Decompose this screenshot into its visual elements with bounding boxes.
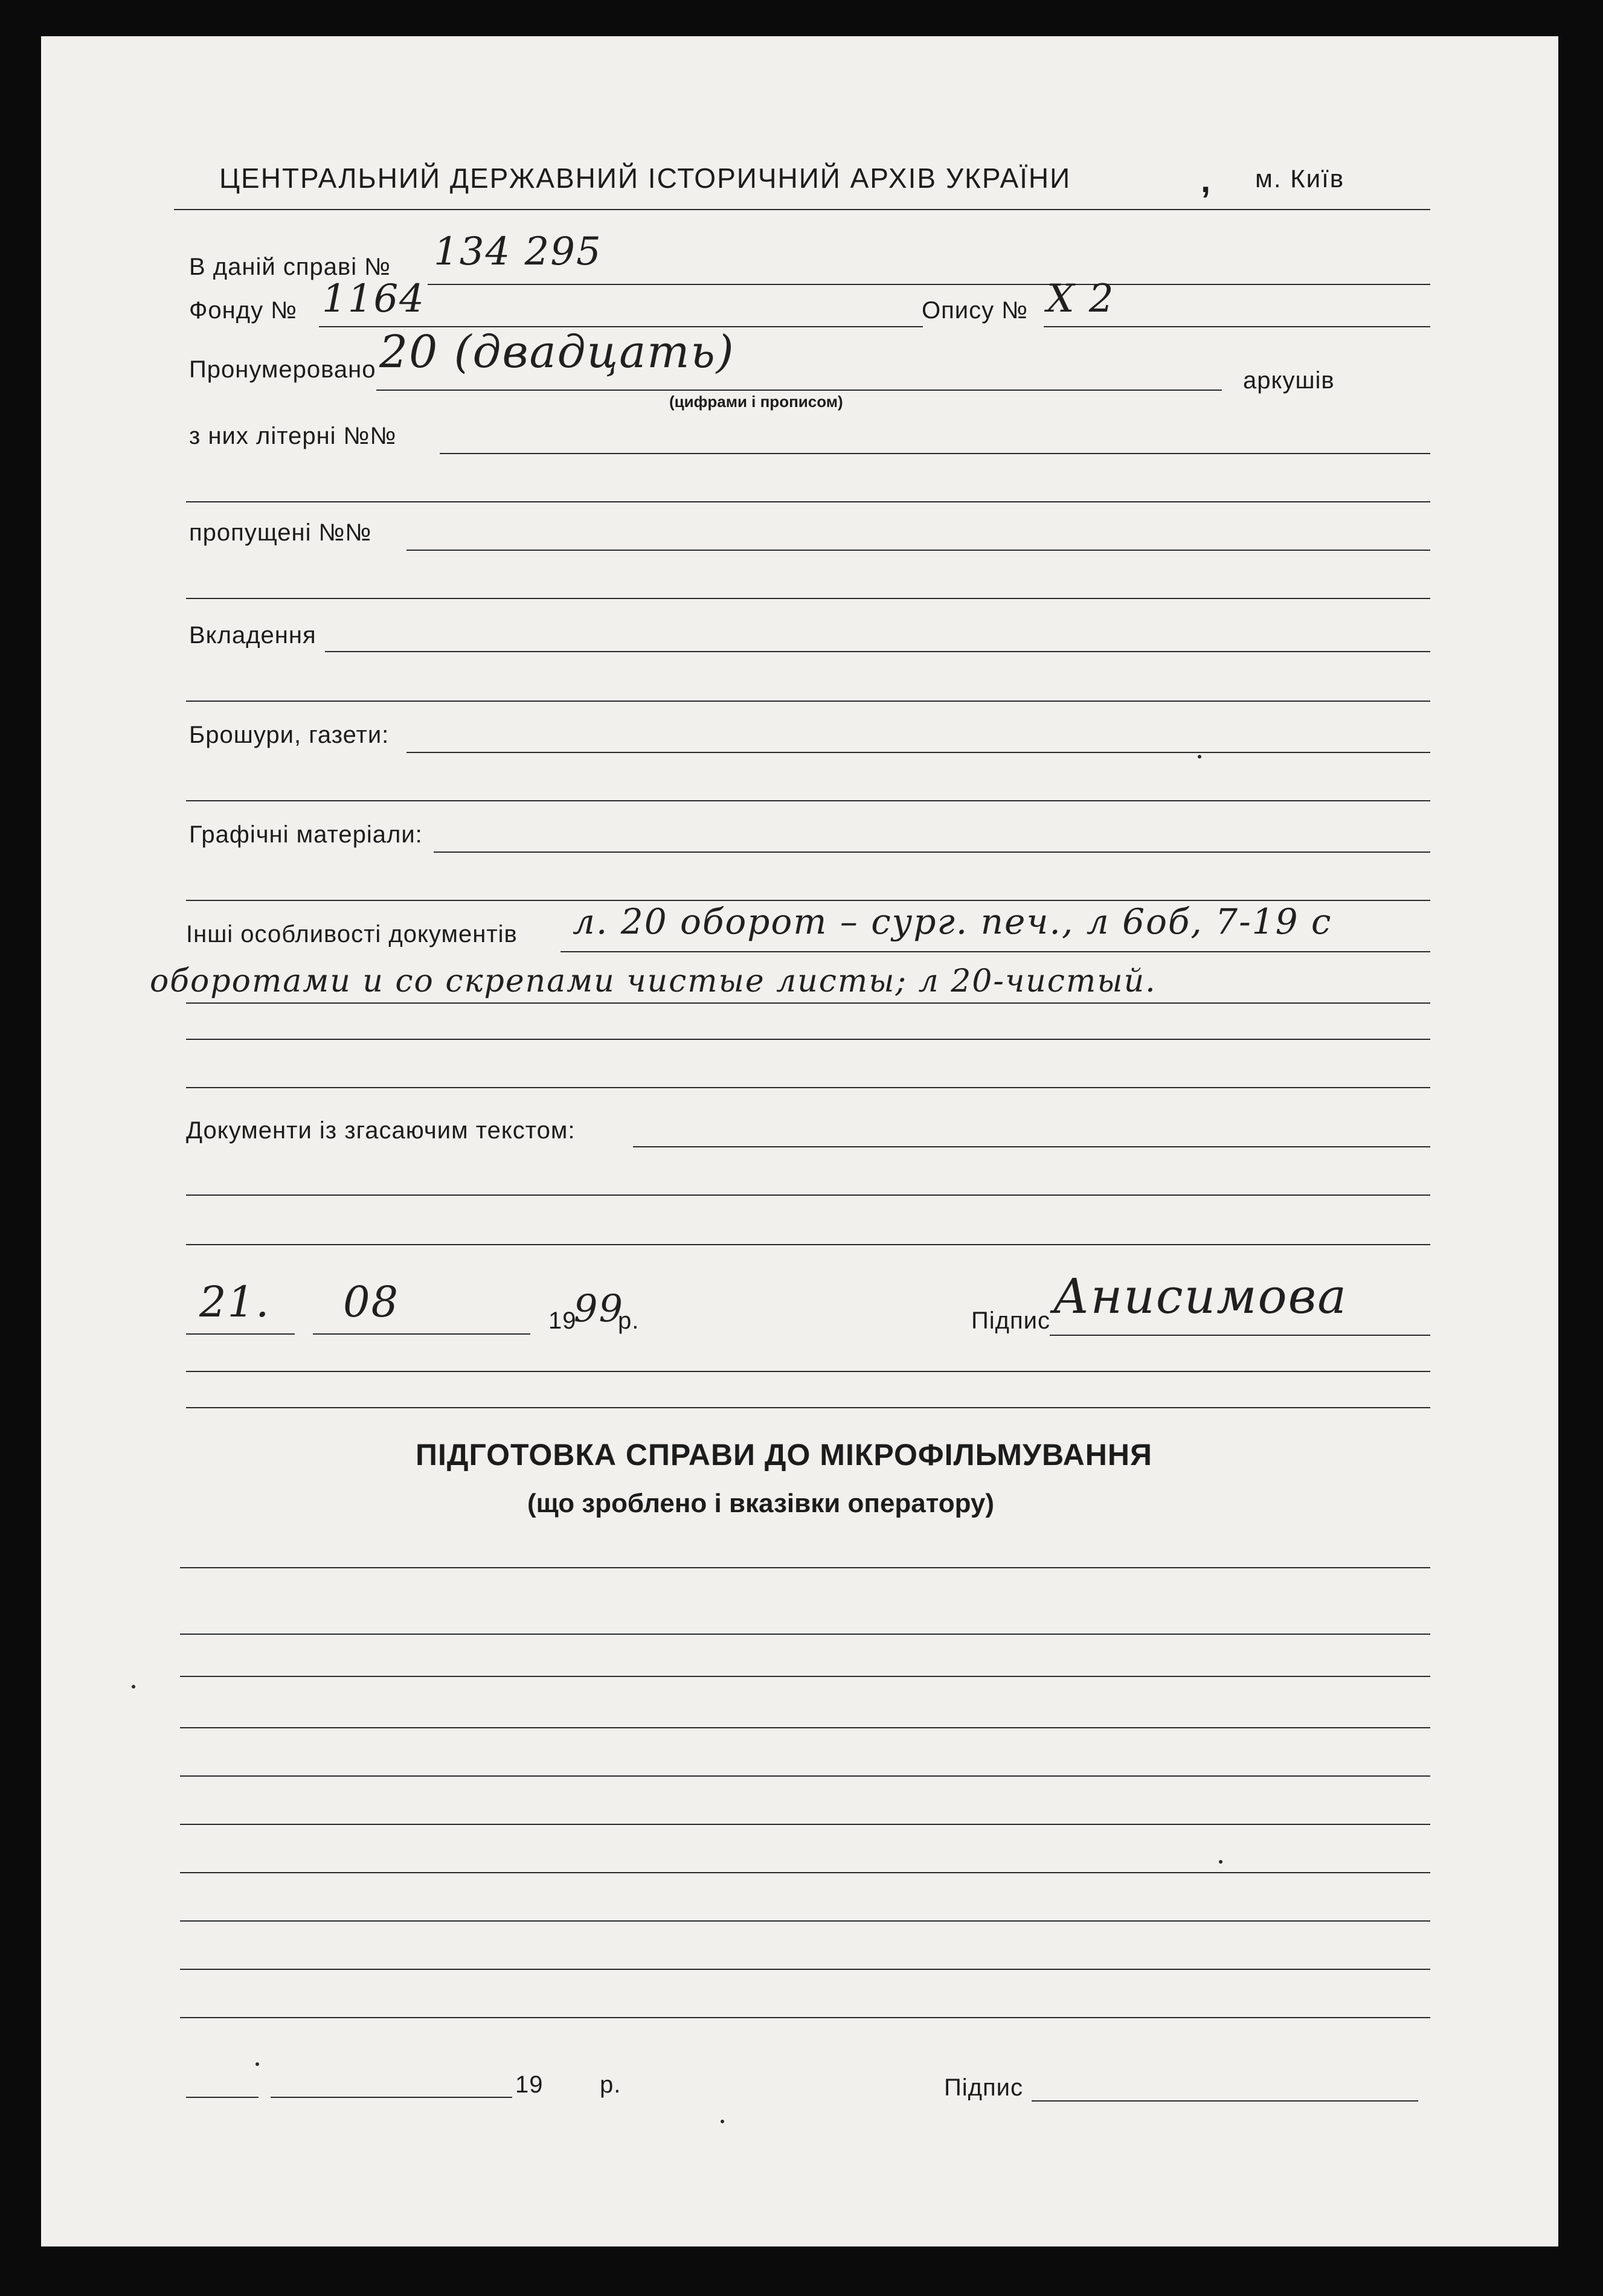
microfilm-line-6 [180, 1824, 1430, 1825]
fading-text-line-2 [186, 1194, 1430, 1196]
microfilm-line-1 [180, 1567, 1430, 1568]
microfilm-title: ПІДГОТОВКА СПРАВИ ДО МІКРОФІЛЬМУВАННЯ [416, 1438, 1152, 1472]
numbered-value: 20 (двадцать) [379, 326, 735, 378]
other-features-value-2: оборотами и со скрепами чистые листы; л 20-чистый. [150, 963, 1157, 999]
date1-signature-line [1050, 1335, 1430, 1336]
case-number-line [428, 284, 1430, 285]
opys-value: Х 2 [1047, 277, 1115, 321]
fond-label: Фонду № [189, 297, 298, 324]
inserts-line-2 [186, 701, 1430, 702]
archive-form-sheet [41, 36, 1558, 2246]
microfilm-line-4 [180, 1727, 1430, 1728]
case-number-value: 134 295 [434, 229, 602, 274]
literal-line-2 [186, 501, 1430, 502]
other-features-label: Інші особливості документів [186, 921, 518, 948]
microfilm-line-10 [180, 2017, 1430, 2018]
date2-day-line [186, 2097, 259, 2098]
brochures-line [406, 752, 1430, 753]
microfilm-line-5 [180, 1775, 1430, 1777]
date2-year-prefix: 19 [515, 2071, 544, 2098]
opys-line [1044, 326, 1430, 327]
separator-line-2 [186, 1407, 1430, 1408]
header-comma: , [1201, 161, 1212, 200]
date1-year-value: 99 [574, 1286, 624, 1330]
brochures-line-2 [186, 800, 1430, 801]
scan-speck [1219, 1860, 1222, 1864]
microfilm-subtitle: (що зроблено і вказівки оператору) [527, 1489, 995, 1518]
numbered-label: Пронумеровано [189, 356, 376, 383]
graphic-label: Графічні матеріали: [189, 821, 423, 848]
scan-speck [1198, 755, 1201, 758]
other-features-value-1: л. 20 оборот – сург. печ., л 6об, 7-19 с [573, 901, 1332, 942]
skipped-line [406, 550, 1430, 551]
date1-month: 08 [343, 1277, 400, 1327]
date2-signature-label: Підпис [944, 2074, 1023, 2101]
date1-year-suffix: р. [618, 1307, 640, 1334]
header-rule [174, 209, 1430, 210]
case-number-label: В даній справі № [189, 254, 391, 280]
other-features-line [561, 951, 1430, 952]
microfilm-line-8 [180, 1920, 1430, 1922]
microfilm-line-2 [180, 1634, 1430, 1635]
literal-line [440, 453, 1430, 454]
fading-text-line-3 [186, 1244, 1430, 1245]
fading-text-label: Документи із згасаючим текстом: [186, 1117, 576, 1144]
archive-city: м. Київ [1255, 164, 1345, 193]
graphic-line [434, 851, 1430, 853]
opys-label: Опису № [922, 297, 1029, 324]
date1-day-line [186, 1333, 295, 1335]
archive-name: ЦЕНТРАЛЬНИЙ ДЕРЖАВНИЙ ІСТОРИЧНИЙ АРХІВ УКРАЇНИ [219, 162, 1071, 194]
fading-text-line [633, 1146, 1430, 1147]
date2-month-line [271, 2097, 512, 2098]
brochures-label: Брошури, газети: [189, 722, 390, 748]
other-features-line-3 [186, 1039, 1430, 1040]
scan-speck [255, 2062, 259, 2066]
separator-line-1 [186, 1371, 1430, 1372]
scan-speck [132, 1685, 135, 1688]
scan-speck [721, 2120, 724, 2123]
inserts-label: Вкладення [189, 622, 316, 649]
skipped-line-2 [186, 598, 1430, 599]
microfilm-line-9 [180, 1969, 1430, 1970]
date2-signature-line [1032, 2100, 1418, 2102]
date1-signature-label: Підпис [971, 1307, 1050, 1334]
other-features-line-2 [186, 1002, 1430, 1004]
literal-label: з них літерні №№ [189, 423, 397, 449]
date1-month-line [313, 1333, 530, 1335]
inserts-line [325, 651, 1430, 652]
microfilm-line-3 [180, 1676, 1430, 1677]
numbered-line [376, 390, 1222, 391]
date1-signature: Анисимова [1053, 1268, 1348, 1324]
other-features-line-4 [186, 1087, 1430, 1088]
date2-year-suffix: р. [600, 2071, 622, 2098]
date1-day: 21. [199, 1277, 271, 1327]
numbered-hint: (цифрами і прописом) [669, 393, 843, 411]
microfilm-line-7 [180, 1872, 1430, 1873]
skipped-label: пропущені №№ [189, 519, 372, 546]
fond-value: 1164 [322, 277, 425, 321]
date1-year-prefix: 19 [548, 1307, 577, 1334]
numbered-unit: аркушів [1243, 367, 1335, 394]
